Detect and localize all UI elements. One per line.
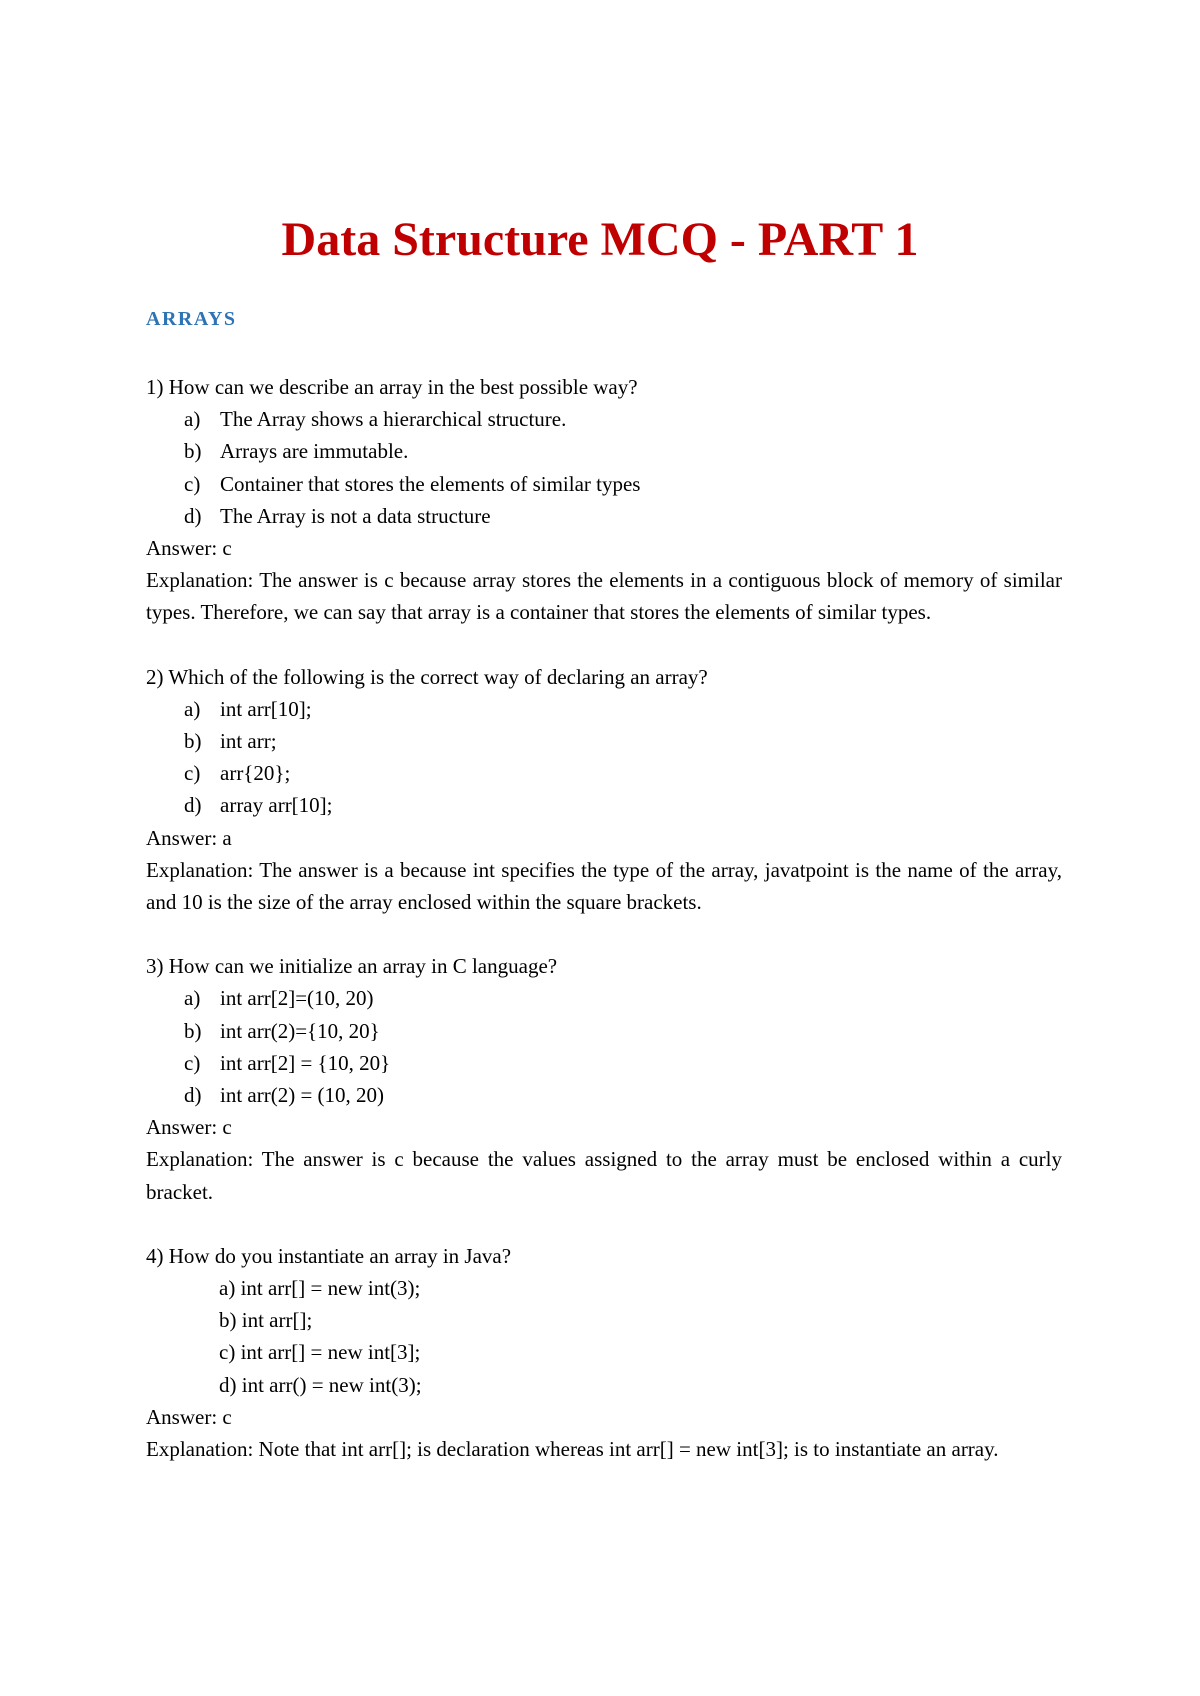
option-item [146,982,1062,1014]
question-text: 4) How do you instantiate an array in Java? [146,1243,512,1268]
answer-text: Answer: c [146,1115,232,1140]
option-letter: a) [184,407,201,432]
option-text: c) int arr[] = new int[3]; [219,1340,421,1365]
option-letter: c) [184,1050,201,1075]
explanation-text: Explanation: The answer is c because array stores the elements in a contiguous block of memory of similar types. Therefore, we can say that array is a container that stores the elements of similar types. [146,568,1062,625]
page-title: Data Structure MCQ - PART 1 [281,213,919,266]
option-text: int arr(2)={10, 20} [220,1018,380,1043]
option-item [146,1047,1062,1079]
answer-text: Answer: a [146,825,232,850]
option-letter: d) [184,503,202,528]
question-1 [146,371,1062,629]
option-text: d) int arr() = new int(3); [219,1372,422,1397]
question-list [146,371,1062,1497]
option-item [146,1369,1062,1401]
option-letter: a) [184,696,201,721]
option-text: Container that stores the elements of similar types [220,471,641,496]
option-letter: b) [184,1018,202,1043]
option-item [146,757,1062,789]
question-4 [146,1240,1062,1465]
explanation-text: Explanation: The answer is a because int specifies the type of the array, javatpoint is the name of the array, and 10 is the size of the array enclosed within the square brackets. [146,857,1062,915]
option-list [146,1272,1062,1401]
explanation-text: Explanation: Note that int arr[]; is declaration whereas int arr[] = new int[3]; is to instantiate an array. [146,1437,999,1462]
explanation-text: Explanation: The answer is c because the values assigned to the array must be enclosed within a curly bracket. [146,1147,1062,1204]
option-letter: d) [184,793,202,818]
answer-text: Answer: c [146,536,232,561]
option-letter: b) [184,729,202,754]
option-letter: d) [184,1083,202,1108]
question-2 [146,661,1062,919]
option-text: b) int arr[]; [219,1308,313,1333]
option-text: int arr[2]=(10, 20) [220,986,374,1011]
option-text: int arr[2] = {10, 20} [220,1050,391,1075]
question-text: 2) Which of the following is the correct way of declaring an array? [146,664,708,689]
option-list [146,982,1062,1111]
option-list [146,403,1062,532]
option-item [146,500,1062,532]
option-text: Arrays are immutable. [220,439,409,464]
option-item [146,725,1062,757]
option-item [146,403,1062,435]
option-item [146,1272,1062,1304]
section-heading: ARRAYS [146,308,237,330]
option-text: array arr[10]; [220,793,333,818]
option-item [146,789,1062,821]
option-text: int arr(2) = (10, 20) [220,1083,385,1108]
option-text: arr{20}; [220,761,291,786]
option-item [146,468,1062,500]
question-text: 1) How can we describe an array in the best possible way? [146,375,638,399]
option-text: The Array is not a data structure [220,503,491,528]
option-item [146,1336,1062,1368]
option-item [146,693,1062,725]
option-item [146,435,1062,467]
option-item [146,1079,1062,1111]
option-letter: c) [184,471,201,496]
option-item [146,1304,1062,1336]
option-letter: b) [184,439,202,464]
option-text: int arr; [220,729,277,754]
option-item [146,1015,1062,1047]
option-letter: a) [184,986,201,1011]
option-text: The Array shows a hierarchical structure. [220,407,567,432]
option-text: a) int arr[] = new int(3); [219,1276,421,1301]
question-text: 3) How can we initialize an array in C language? [146,954,558,979]
answer-text: Answer: c [146,1404,232,1429]
question-3 [146,950,1062,1208]
option-text: int arr[10]; [220,696,312,721]
option-letter: c) [184,761,201,786]
option-list [146,693,1062,822]
